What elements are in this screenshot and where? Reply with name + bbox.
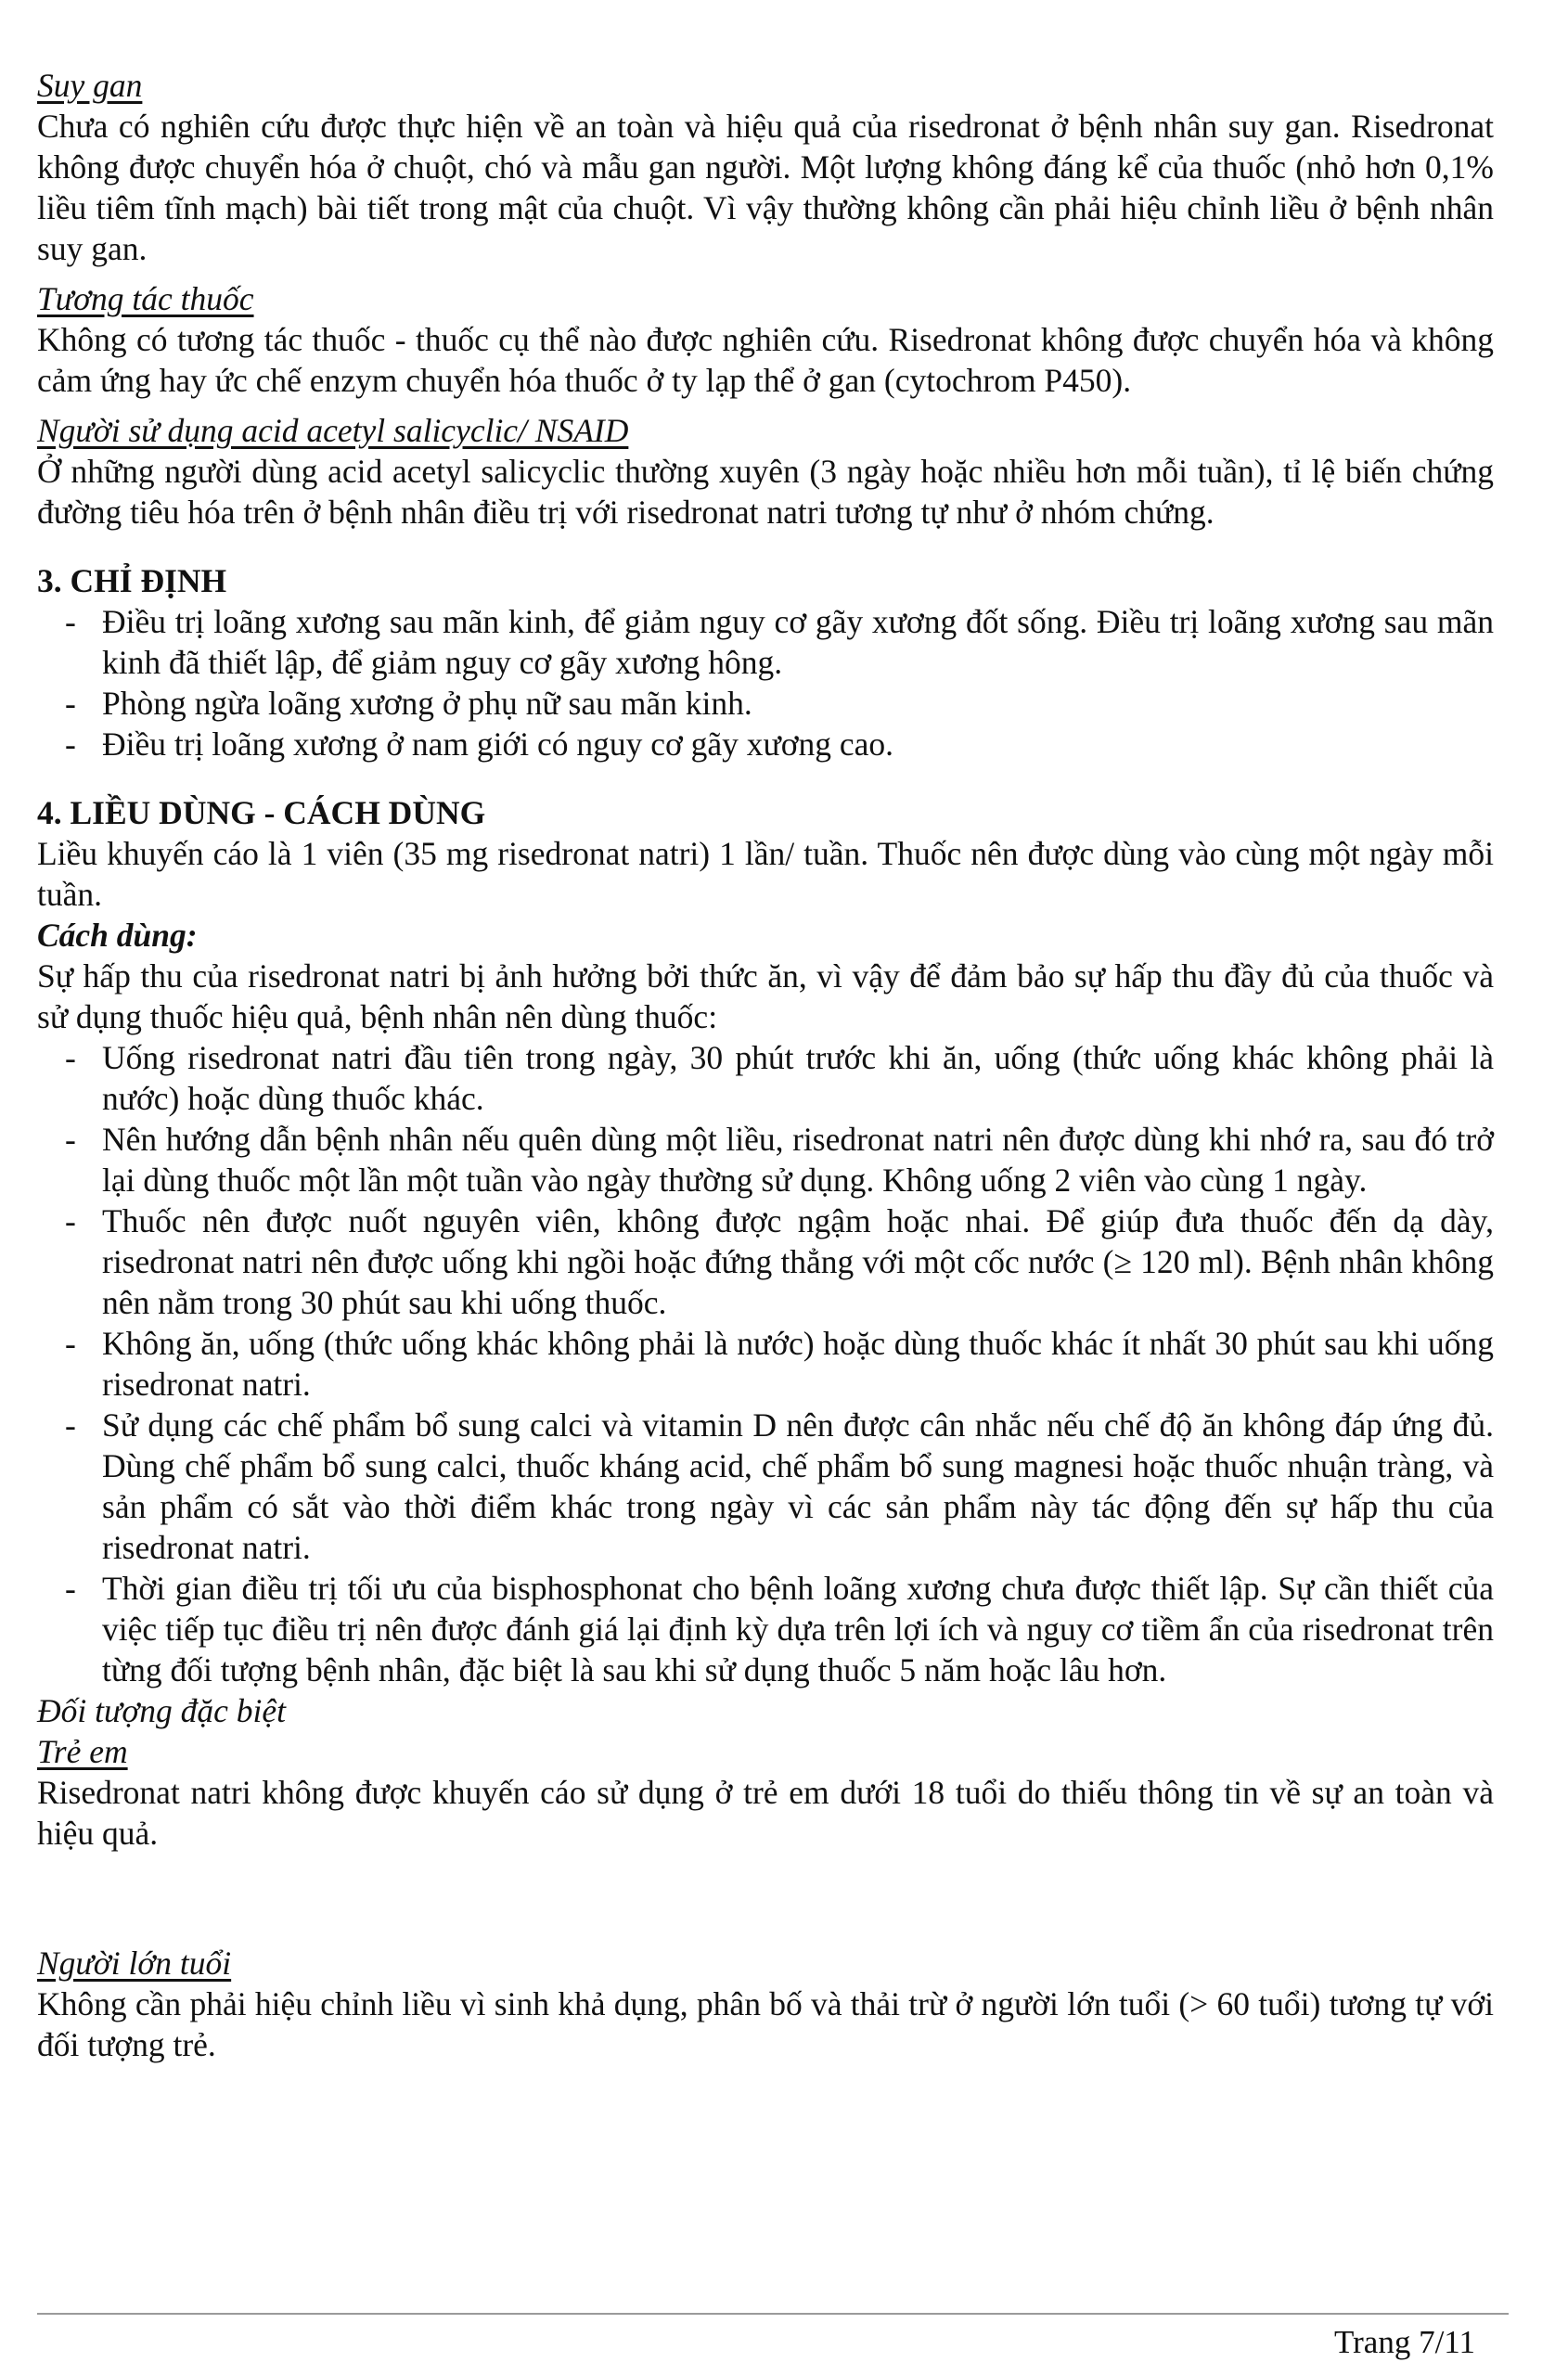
spacer [37,1854,1494,1943]
paragraph-tuong-tac-thuoc: Không có tương tác thuốc - thuốc cụ thể nào được nghiên cứu. Risedronat không được chuyển hóa và không cảm ứng hay ức chế enzym chuyển hóa thuốc ở ty lạp thể ở gan (cytochrom P450). [37,321,1494,399]
heading-suy-gan: Suy gan [37,67,143,104]
list-item: - Uống risedronat natri đầu tiên trong ngày, 30 phút trước khi ăn, uống (thức uống khác không phải là nước) hoặc dùng thuốc khác. [37,1037,1494,1119]
list-cach-dung [37,1037,1494,1690]
heading-tuong-tac-thuoc: Tương tác thuốc [37,280,254,317]
list-item: - Nên hướng dẫn bệnh nhân nếu quên dùng một liều, risedronat natri nên được dùng khi nhớ ra, sau đó trở lại dùng thuốc một lần một tuần vào ngày thường sử dụng. Không uống 2 viên vào cùng 1 ngày. [37,1119,1494,1200]
paragraph-nguoi-lon-tuoi: Không cần phải hiệu chỉnh liều vì sinh khả dụng, phân bố và thải trừ ở người lớn tuổi (> 60 tuổi) tương tự với đối tượng trẻ. [37,1985,1494,2063]
paragraph-cach-dung-intro: Sự hấp thu của risedronat natri bị ảnh hưởng bởi thức ăn, vì vậy để đảm bảo sự hấp thu đầy đủ của thuốc và sử dụng thuốc hiệu quả, bệnh nhân nên dùng thuốc: [37,957,1494,1035]
paragraph-nsaid: Ở những người dùng acid acetyl salicyclic thường xuyên (3 ngày hoặc nhiều hơn mỗi tuần), tỉ lệ biến chứng đường tiêu hóa trên ở bệnh nhân điều trị với risedronat natri tương tự như ở nhóm chứng. [37,453,1494,531]
heading-nsaid: Người sử dụng acid acetyl salicyclic/ NSAID [37,412,629,449]
list-item: - Thời gian điều trị tối ưu của bisphosphonat cho bệnh loãng xương chưa được thiết lập. Sự cần thiết của việc tiếp tục điều trị nên được đánh giá lại định kỳ dựa trên lợi ích và nguy cơ tiềm ẩn của risedronat trên từng đối tượng bệnh nhân, đặc biệt là sau khi sử dụng thuốc 5 năm hoặc lâu hơn. [37,1568,1494,1690]
footer-divider [37,2313,1509,2315]
heading-nguoi-lon-tuoi: Người lớn tuổi [37,1945,232,1982]
section-heading-chi-dinh: 3. CHỈ ĐỊNH [37,562,227,599]
list-item: - Sử dụng các chế phẩm bổ sung calci và vitamin D nên được cân nhắc nếu chế độ ăn không đáp ứng đủ. Dùng chế phẩm bổ sung calci, thuốc kháng acid, chế phẩm bổ sung magnesi hoặc thuốc nhuận tràng, và sản phẩm có sắt vào thời điểm khác trong ngày vì các sản phẩm này tác động đến sự hấp thu của risedronat natri. [37,1405,1494,1568]
paragraph-suy-gan: Chưa có nghiên cứu được thực hiện về an toàn và hiệu quả của risedronat ở bệnh nhân suy gan. Risedronat không được chuyển hóa ở chuột, chó và mẫu gan người. Một lượng không đáng kể của thuốc (nhỏ hơn 0,1% liều tiêm tĩnh mạch) bài tiết trong mật của chuột. Vì vậy thường không cần phải hiệu chỉnh liều ở bệnh nhân suy gan. [37,108,1494,267]
section-heading-lieu-dung: 4. LIỀU DÙNG - CÁCH DÙNG [37,794,486,831]
list-item: - Điều trị loãng xương ở nam giới có nguy cơ gãy xương cao. [37,724,1494,764]
heading-cach-dung: Cách dùng: [37,917,198,954]
paragraph-tre-em: Risedronat natri không được khuyến cáo sử dụng ở trẻ em dưới 18 tuổi do thiếu thông tin về sự an toàn và hiệu quả. [37,1774,1494,1852]
paragraph-lieu-dung: Liều khuyến cáo là 1 viên (35 mg risedronat natri) 1 lần/ tuần. Thuốc nên được dùng vào cùng một ngày mỗi tuần. [37,835,1494,913]
heading-doi-tuong-dac-biet: Đối tượng đặc biệt [37,1692,287,1729]
list-chi-dinh [37,601,1494,764]
list-item: - Thuốc nên được nuốt nguyên viên, không được ngậm hoặc nhai. Để giúp đưa thuốc đến dạ dày, risedronat natri nên được uống khi ngồi hoặc đứng thẳng với một cốc nước (≥ 120 ml). Bệnh nhân không nên nằm trong 30 phút sau khi uống thuốc. [37,1200,1494,1323]
heading-tre-em: Trẻ em [37,1733,128,1770]
list-item: - Phòng ngừa loãng xương ở phụ nữ sau mãn kinh. [37,683,1494,724]
list-item: - Không ăn, uống (thức uống khác không phải là nước) hoặc dùng thuốc khác ít nhất 30 phút sau khi uống risedronat natri. [37,1323,1494,1405]
list-item: - Điều trị loãng xương sau mãn kinh, để giảm nguy cơ gãy xương đốt sống. Điều trị loãng xương sau mãn kinh đã thiết lập, để giảm nguy cơ gãy xương hông. [37,601,1494,683]
document-page [37,65,1494,2065]
page-number: Trang 7/11 [1333,2324,1475,2360]
